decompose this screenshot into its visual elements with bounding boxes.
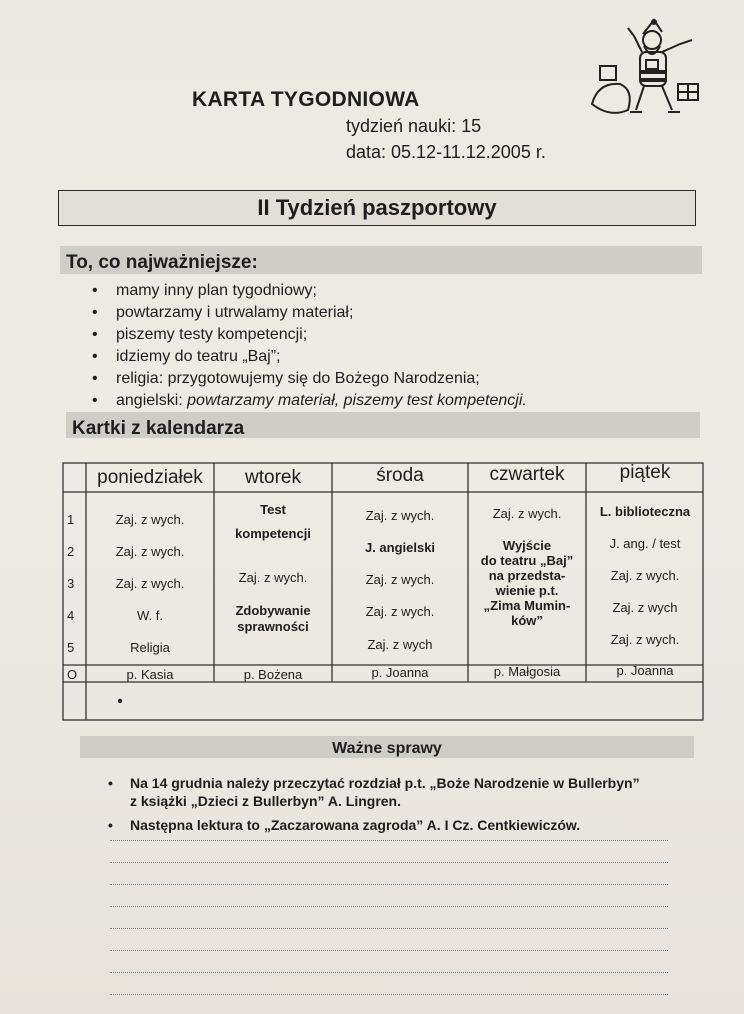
wednesday-lesson-5: Zaj. z wych: [367, 637, 433, 652]
thursday-lesson-1: Zaj. z wych.: [492, 506, 562, 521]
teacher-thursday: p. Małgosia: [493, 664, 561, 679]
teacher-tuesday: p. Bożena: [243, 667, 303, 682]
friday-lesson-5: Zaj. z wych.: [610, 632, 680, 647]
note-line: • Następna lektura to „Zaczarowana zagroda” A. I Cz. Centkiewiczów.: [130, 817, 581, 833]
weekly-schedule-table: [62, 462, 704, 722]
monday-lesson-1: Zaj. z wych.: [115, 512, 185, 527]
thursday-trip-line: wienie p.t.: [495, 583, 559, 598]
dotted-writing-line: [110, 884, 668, 885]
date-range: data: 05.12-11.12.2005 r.: [346, 142, 546, 162]
tuesday-test-label: kompetencji: [235, 526, 311, 541]
monday-lesson-3: Zaj. z wych.: [115, 576, 185, 591]
important-list: [92, 280, 527, 412]
list-item: • powtarzamy i utrwalamy materiał;: [92, 302, 527, 324]
thursday-trip-line: ków”: [511, 613, 543, 628]
wednesday-lesson-3: Zaj. z wych.: [365, 572, 435, 587]
teacher-monday: p. Kasia: [126, 667, 174, 682]
day-header-tuesday: wtorek: [245, 467, 301, 488]
friday-lesson-4: Zaj. z wych: [612, 600, 678, 615]
dotted-writing-line: [110, 950, 668, 951]
tuesday-lesson-3: Zaj. z wych.: [238, 570, 308, 585]
dotted-writing-line: [110, 994, 668, 995]
row-number: O: [67, 667, 78, 682]
row-number: 4: [67, 608, 75, 623]
thursday-trip-line: „Zima Mumin-: [483, 598, 571, 613]
list-item: • mamy inny plan tygodniowy;: [92, 280, 527, 302]
table-grid: [62, 462, 704, 722]
note-line: • Na 14 grudnia należy przeczytać rozdział p.t. „Boże Narodzenie w Bullerbyn”: [130, 775, 640, 791]
week-title-box: II Tydzień paszportowy: [58, 190, 696, 226]
friday-lesson-2: J. ang. / test: [609, 536, 681, 551]
day-header-thursday: czwartek: [489, 464, 565, 485]
english-task: powtarzamy materiał, piszemy test kompetencji.: [187, 392, 527, 409]
row-number: 1: [67, 512, 75, 527]
wednesday-lesson-2: J. angielski: [364, 540, 436, 555]
row-number: 3: [67, 576, 75, 591]
dotted-writing-line: [110, 906, 668, 907]
list-item: • piszemy testy kompetencji;: [92, 324, 527, 346]
dotted-writing-line: [110, 928, 668, 929]
important-matters-list: [106, 774, 640, 840]
list-item: • religia: przygotowujemy się do Bożego Narodzenia;: [92, 368, 527, 390]
note-line: z książki „Dzieci z Bullerbyn” A. Lingren.: [130, 793, 401, 809]
wednesday-lesson-1: Zaj. z wych.: [365, 508, 435, 523]
wednesday-lesson-4: Zaj. z wych.: [365, 604, 435, 619]
row-number: 2: [67, 544, 75, 559]
dotted-writing-line: [110, 972, 668, 973]
english-label: angielski:: [116, 392, 188, 409]
monday-lesson-5: Religia: [130, 640, 170, 655]
list-item: • idziemy do teatru „Baj”;: [92, 346, 527, 368]
important-heading: To, co najważniejsze:: [60, 246, 702, 274]
friday-lesson-1: L. biblioteczna: [599, 504, 691, 519]
dotted-writing-line: [110, 840, 668, 841]
extra-notes-bullet: •: [117, 693, 123, 710]
list-item: [106, 816, 640, 834]
tuesday-test-label: Test: [260, 502, 286, 517]
day-header-wednesday: środa: [376, 465, 424, 486]
page-title: KARTA TYGODNIOWA: [192, 88, 420, 111]
calendar-heading: Kartki z kalendarza: [66, 412, 700, 438]
tuesday-scouting-label: Zdobywanie: [235, 603, 311, 618]
teacher-wednesday: p. Joanna: [371, 665, 429, 680]
thursday-trip-line: Wyjście: [502, 538, 552, 553]
row-number: 5: [67, 640, 75, 655]
thursday-trip-line: na przedsta-: [488, 568, 566, 583]
list-item: [106, 774, 640, 810]
friday-lesson-3: Zaj. z wych.: [610, 568, 680, 583]
santa-claus-icon: [588, 18, 706, 122]
teacher-friday: p. Joanna: [616, 663, 674, 678]
tuesday-scouting-label: sprawności: [237, 619, 309, 634]
list-item: [92, 390, 527, 412]
monday-lesson-2: Zaj. z wych.: [115, 544, 185, 559]
week-number: tydzień nauki: 15: [346, 116, 482, 136]
thursday-trip-line: do teatru „Baj”: [480, 553, 574, 568]
day-header-friday: piątek: [619, 462, 671, 483]
important-matters-heading: Ważne sprawy: [80, 736, 694, 758]
day-header-monday: poniedziałek: [97, 467, 203, 488]
dotted-writing-line: [110, 862, 668, 863]
monday-lesson-4: W. f.: [137, 608, 163, 623]
